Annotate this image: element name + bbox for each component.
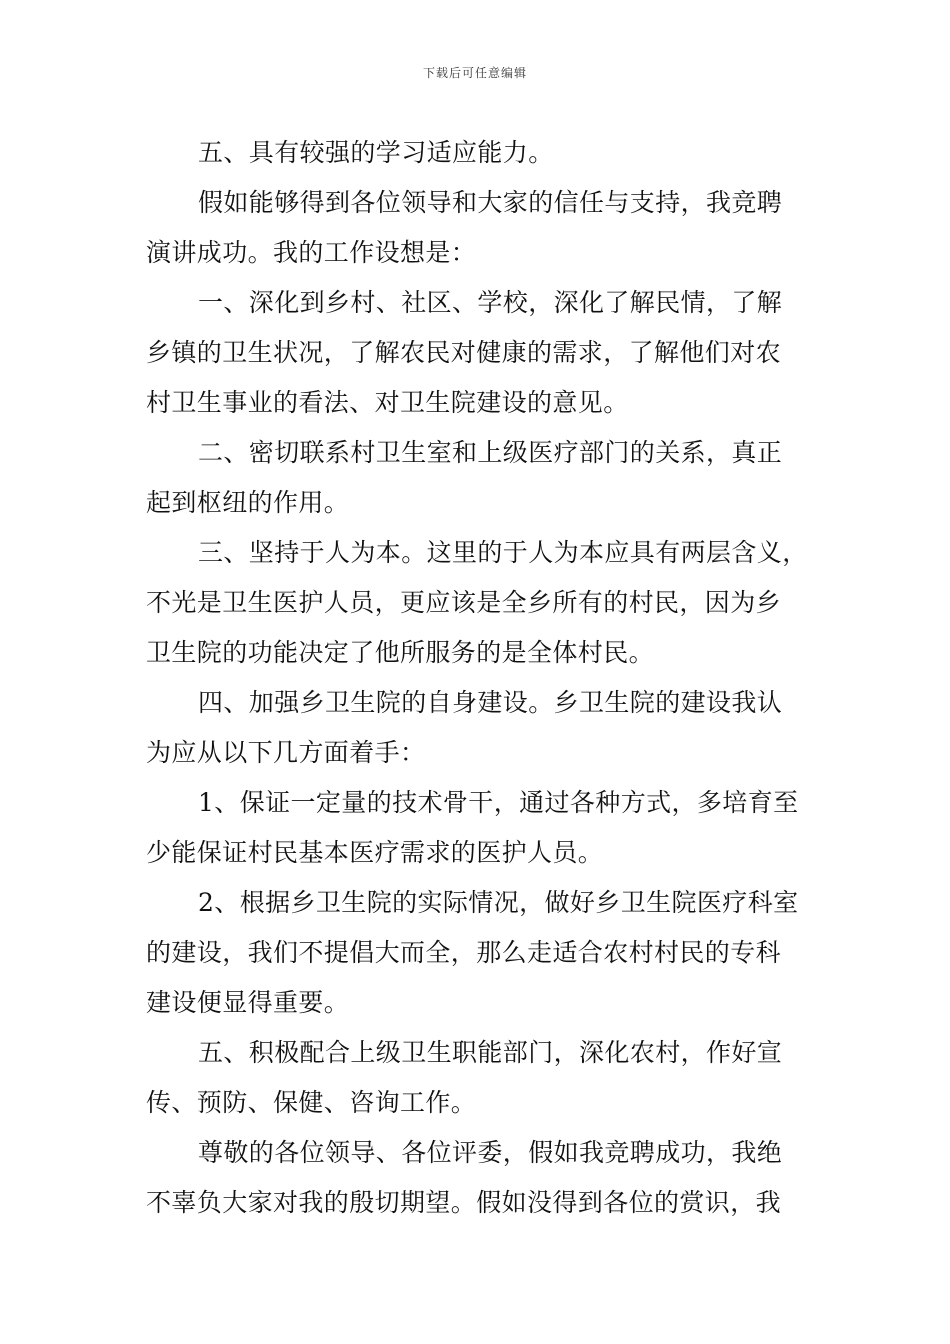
text-line: 演讲成功。我的工作设想是： bbox=[146, 238, 477, 267]
text-line: 卫生院的功能决定了他所服务的是全体村民。 bbox=[146, 638, 655, 667]
text-line: 三、坚持于人为本。这里的于人为本应具有两层含义， bbox=[198, 538, 808, 567]
text-line: 假如能够得到各位领导和大家的信任与支持，我竞聘 bbox=[198, 188, 783, 217]
text-line: 二、密切联系村卫生室和上级医疗部门的关系，真正 bbox=[198, 438, 783, 467]
header-note: 下载后可任意编辑 bbox=[422, 66, 527, 80]
text-line: 少能保证村民基本医疗需求的医护人员。 bbox=[146, 838, 604, 867]
text-line: 起到枢纽的作用。 bbox=[146, 488, 350, 517]
text-line: 的建设，我们不提倡大而全，那么走适合农村村民的专科 bbox=[146, 938, 782, 967]
text-line: 不辜负大家对我的殷切期望。假如没得到各位的赏识，我 bbox=[146, 1188, 782, 1217]
text-line: 为应从以下几方面着手： bbox=[146, 738, 426, 767]
text-line: 传、预防、保健、咨询工作。 bbox=[146, 1088, 477, 1117]
text-line: 村卫生事业的看法、对卫生院建设的意见。 bbox=[146, 388, 629, 417]
text-line: 一、深化到乡村、社区、学校，深化了解民情，了解 bbox=[198, 288, 783, 317]
text-line: 尊敬的各位领导、各位评委，假如我竞聘成功，我绝 bbox=[198, 1138, 783, 1167]
text-line: 1、保证一定量的技术骨干，通过各种方式，多培育至 bbox=[198, 788, 799, 817]
text-line: 五、积极配合上级卫生职能部门，深化农村，作好宣 bbox=[198, 1038, 783, 1067]
text-line: 五、具有较强的学习适应能力。 bbox=[198, 138, 554, 167]
text-line: 乡镇的卫生状况，了解农民对健康的需求，了解他们对农 bbox=[146, 338, 782, 367]
text-line: 建设便显得重要。 bbox=[146, 988, 350, 1017]
text-line: 2、根据乡卫生院的实际情况，做好乡卫生院医疗科室 bbox=[198, 888, 799, 917]
text-line: 四、加强乡卫生院的自身建设。乡卫生院的建设我认 bbox=[198, 688, 783, 717]
text-line: 不光是卫生医护人员，更应该是全乡所有的村民，因为乡 bbox=[146, 588, 782, 617]
body-text bbox=[146, 128, 810, 1228]
